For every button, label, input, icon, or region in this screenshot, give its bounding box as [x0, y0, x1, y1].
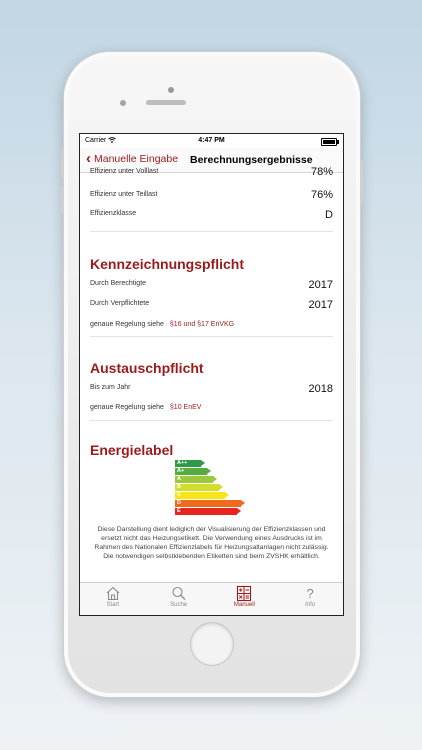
austausch-year-row [90, 383, 333, 395]
volume-up-button [61, 150, 64, 178]
tab-bar [80, 582, 343, 615]
app-screen [80, 134, 343, 615]
tab-start[interactable] [80, 583, 146, 615]
energy-label-chart [175, 460, 255, 522]
row-value: 2017 [308, 299, 333, 311]
row-label: Effizienzklasse [90, 210, 137, 217]
rule-link-envkg[interactable]: §16 und §17 EnVKG [169, 321, 235, 328]
section-divider [90, 231, 333, 232]
energy-class-label: A++ [177, 460, 188, 466]
energy-class-bar [175, 508, 237, 515]
back-button-label: Manuelle Eingabe [94, 153, 179, 165]
tab-manuell[interactable] [212, 583, 278, 615]
kennzeichnung-obligated-row [90, 299, 333, 311]
tab-label: Start [106, 602, 120, 608]
energy-class-label: A [177, 476, 181, 482]
back-button[interactable] [86, 150, 179, 167]
energy-class-label: E [177, 508, 181, 514]
energy-class-bar [175, 484, 219, 491]
row-label: Effizienz unter Teillast [90, 191, 158, 198]
front-camera [168, 87, 174, 93]
row-value: 2017 [308, 279, 333, 291]
austausch-rule-row [90, 404, 333, 411]
energy-class-bar [175, 460, 201, 467]
search-icon [171, 586, 187, 601]
energy-class-bar [175, 500, 241, 507]
section-title-kennzeichnung: Kennzeichnungspflicht [90, 256, 244, 272]
efficiency-full-load-row [90, 166, 333, 178]
battery-icon [321, 138, 337, 146]
row-label: Durch Berechtigte [90, 280, 147, 287]
tab-label: Manuell [233, 602, 255, 608]
chevron-left-icon: ‹ [86, 150, 91, 167]
home-button[interactable] [191, 623, 233, 665]
status-time: 4:47 PM [198, 137, 225, 144]
tab-info[interactable] [277, 583, 343, 615]
row-value: D [325, 209, 333, 221]
energy-class-label: A+ [177, 468, 185, 474]
energy-class-label: B [177, 484, 181, 490]
carrier-label: Carrier [85, 137, 116, 144]
results-scroll-view[interactable] [80, 166, 343, 582]
energy-class-bar [175, 476, 213, 483]
row-label: Durch Verpflichtete [90, 300, 150, 307]
efficiency-class-row [90, 209, 333, 221]
section-divider [90, 336, 333, 337]
row-label: Effizienz unter Volllast [90, 168, 159, 175]
rule-label: genaue Regelung siehe [90, 404, 164, 411]
section-title-energielabel: Energielabel [90, 442, 174, 458]
status-bar [80, 134, 343, 148]
tab-label: Info [305, 602, 316, 608]
page-title: Berechnungsergebnisse [190, 154, 313, 166]
question-icon: ? [306, 586, 314, 601]
row-value: 78% [310, 166, 333, 178]
tab-suche[interactable] [146, 583, 212, 615]
rule-link-enev[interactable]: §10 EnEV [169, 404, 202, 411]
home-icon [105, 586, 121, 601]
row-label: Bis zum Jahr [90, 384, 131, 391]
energy-class-label: D [177, 500, 181, 506]
kennzeichnung-authorized-row [90, 279, 333, 291]
energy-class-label: C [177, 492, 181, 498]
row-value: 2018 [308, 383, 333, 395]
volume-down-button [61, 186, 64, 214]
tab-label: Suche [170, 602, 188, 608]
energy-class-bar [175, 492, 225, 499]
efficiency-partial-load-row [90, 189, 333, 201]
section-divider [90, 420, 333, 421]
row-value: 76% [310, 189, 333, 201]
earpiece-speaker [146, 100, 186, 105]
power-button [360, 160, 363, 204]
energy-class-bar [175, 468, 207, 475]
proximity-sensor [120, 100, 126, 106]
energy-label-disclaimer: Diese Darstellung dient lediglich der Visualisierung der Effizienzklassen und ersetzt nicht das Heizungsetikett. Die Verwendung eines Ausdrucks ist im Rahmen des Nationalen Effizienzlabels für Heizungsaltanlagen nicht zulässig. Die notwendigen selbstklebenden Etiketten sind beim ZVSHK erhältlich. [94, 526, 329, 560]
calculator-icon [236, 586, 252, 601]
section-title-austausch: Austauschpflicht [90, 360, 204, 376]
kennzeichnung-rule-row [90, 321, 333, 328]
rule-label: genaue Regelung siehe [90, 321, 164, 328]
